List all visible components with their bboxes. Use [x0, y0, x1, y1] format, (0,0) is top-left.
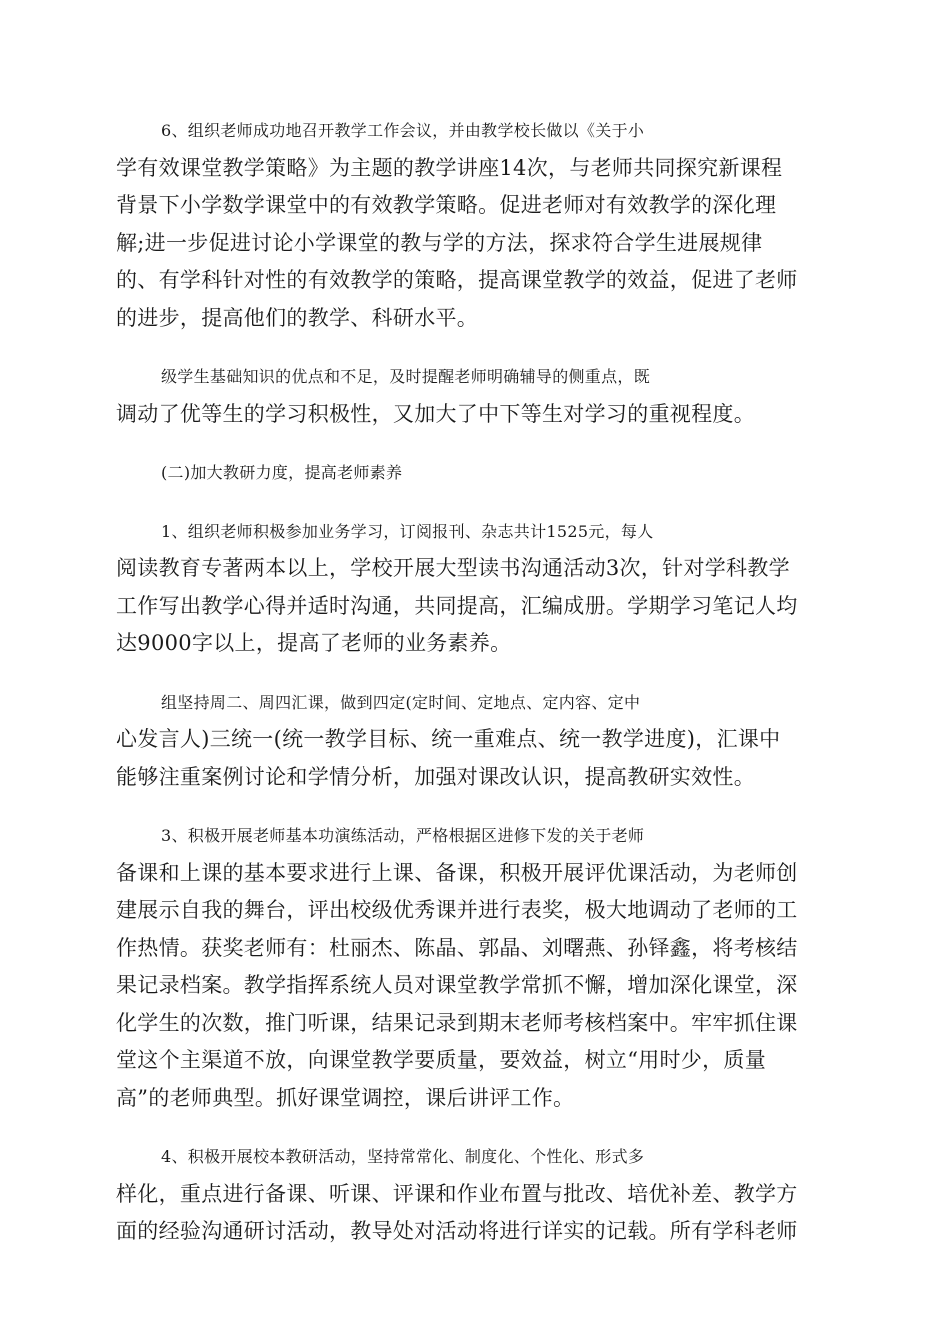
paragraph-3-basic-skills — [116, 817, 832, 1117]
text-line: 的进步，提高他们的教学、科研水平。 — [116, 305, 479, 330]
text-line: 面的经验沟通研讨活动，教导处对活动将进行详实的记载。所有学科老师 — [116, 1219, 798, 1243]
paragraph-1-business-study — [116, 513, 832, 663]
text-line: 背景下小学数学课堂中的有效教学策略。促进老师对有效教学的深化理 — [116, 193, 777, 217]
text-line: 学有效课堂教学策略》为主题的教学讲座14次，与老师共同探究新课程 — [116, 155, 783, 180]
paragraph-4-school-research — [116, 1138, 832, 1251]
text-line: (二)加大教研力度，提高老师素养 — [161, 463, 403, 482]
paragraph-6-teaching-meeting — [116, 112, 832, 337]
text-line: 备课和上课的基本要求进行上课、备课，积极开展评优课活动，为老师创 — [116, 860, 798, 885]
text-line: 级学生基础知识的优点和不足，及时提醒老师明确辅导的侧重点，既 — [161, 367, 651, 386]
section-heading — [116, 454, 832, 492]
paragraph-student-basics — [116, 358, 832, 433]
text-line: 心发言人)三统一(统一教学目标、统一重难点、统一教学进度)，汇课中 — [116, 727, 781, 751]
text-line: 调动了优等生的学习积极性，又加大了中下等生对学习的重视程度。 — [116, 401, 755, 426]
text-line: 组坚持周二、周四汇课，做到四定(定时间、定地点、定内容、定中 — [161, 692, 641, 712]
text-line: 达9000字以上，提高了老师的业务素养。 — [116, 631, 512, 655]
text-line: 样化，重点进行备课、听课、评课和作业布置与批改、培优补差、教学方 — [116, 1181, 798, 1206]
text-line: 解;进一步促进讨论小学课堂的教与学的方法，探求符合学生进展规律 — [116, 230, 763, 255]
paragraph-lesson-reports — [116, 684, 832, 797]
text-line: 高”的老师典型。抓好课堂调控，课后讲评工作。 — [116, 1085, 575, 1110]
text-line: 6、组织老师成功地召开教学工作会议，并由教学校长做以《关于小 — [161, 121, 645, 140]
text-line: 工作写出教学心得并适时沟通，共同提高，汇编成册。学期学习笔记人均 — [116, 593, 798, 618]
text-line: 3、积极开展老师基本功演练活动，严格根据区进修下发的关于老师 — [161, 826, 645, 845]
text-line: 阅读教育专著两本以上，学校开展大型读书沟通活动3次，针对学科教学 — [116, 556, 790, 580]
text-line: 1、组织老师积极参加业务学习，订阅报刊、杂志共计1525元，每人 — [161, 521, 654, 541]
text-line: 能够注重案例讨论和学情分析，加强对课改认识，提高教研实效性。 — [116, 764, 755, 789]
text-line: 果记录档案。教学指挥系统人员对课堂教学常抓不懈，增加深化课堂，深 — [116, 973, 798, 997]
text-line: 建展示自我的舞台，评出校级优秀课并进行表奖，极大地调动了老师的工 — [116, 898, 798, 922]
text-line: 4、积极开展校本教研活动，坚持常常化、制度化、个性化、形式多 — [161, 1147, 645, 1166]
document-body — [116, 112, 832, 1251]
text-line: 化学生的次数，推门听课，结果记录到期末老师考核档案中。牢牢抓住课 — [116, 1010, 798, 1035]
text-line: 的、有学科针对性的有效教学的策略，提高课堂教学的效益，促进了老师 — [116, 268, 798, 292]
text-line: 作热情。获奖老师有：杜丽杰、陈晶、郭晶、刘曙燕、孙铎鑫，将考核结 — [116, 935, 798, 960]
text-line: 堂这个主渠道不放，向课堂教学要质量，要效益，树立“用时少，质量 — [116, 1048, 767, 1072]
